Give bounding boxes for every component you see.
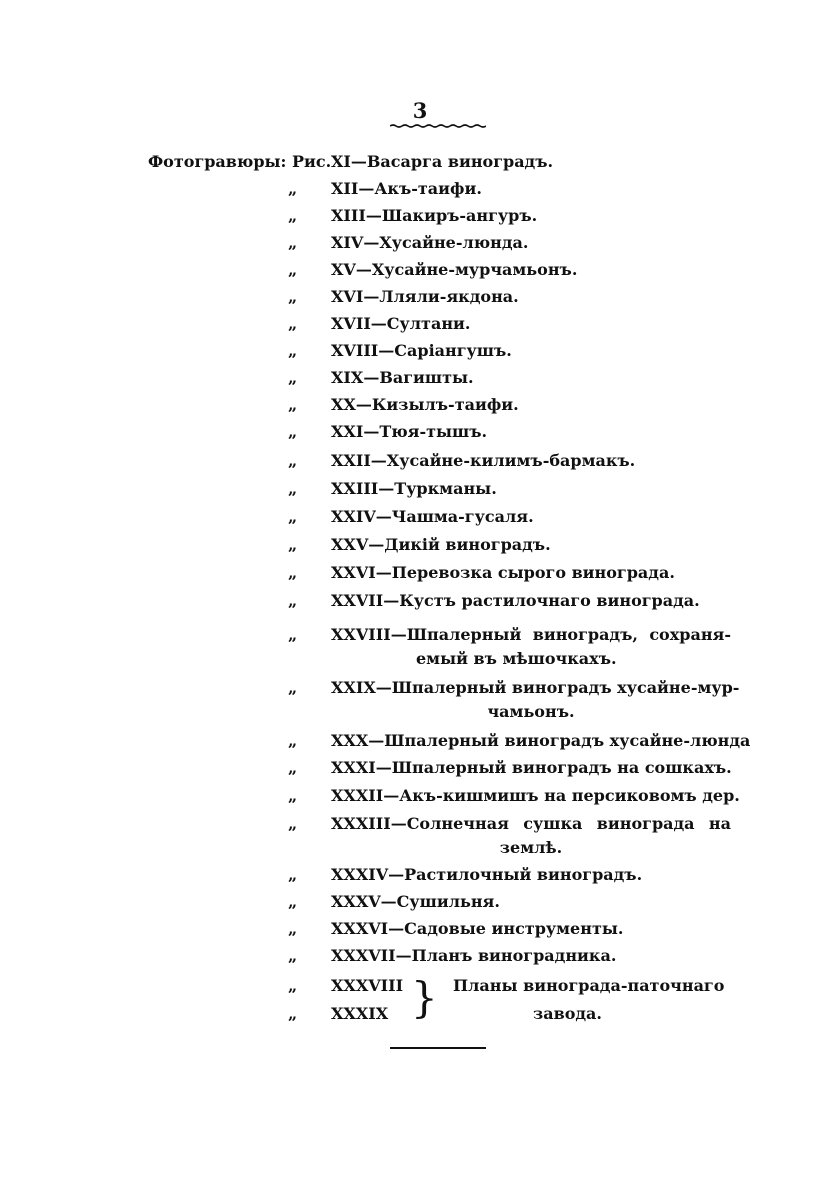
ditto-mark: „	[288, 919, 298, 938]
ditto-mark: „	[288, 625, 298, 644]
ditto-mark: „	[288, 395, 298, 414]
entry-text-continuation: землѣ.	[499, 838, 563, 857]
entry-text: XXIV—Чашма-гусаля.	[331, 507, 534, 526]
entry-text: XXV—Дикiй виноградъ.	[331, 535, 551, 554]
list-item	[288, 678, 738, 728]
grouped-list-item	[288, 972, 738, 1032]
entry-text: XVIII—Сарiангушъ.	[331, 341, 512, 360]
ditto-mark: „	[288, 786, 298, 805]
entry-text: XXXII—Акъ-кишмишъ на персиковомъ дер.	[331, 786, 740, 805]
ditto-mark: „	[288, 814, 298, 833]
ditto-mark: „	[288, 892, 298, 911]
ditto-mark: „	[288, 368, 298, 387]
right-brace: }	[411, 973, 438, 1022]
group-caption-continuation: завода.	[533, 1004, 602, 1023]
entry-text-continuation: чамьонъ.	[487, 702, 575, 721]
page-number: 3	[412, 98, 428, 123]
entry-text: XVII—Султани.	[331, 314, 471, 333]
entry-text: XXI—Тюя-тышъ.	[331, 422, 488, 441]
entry-text: XXX—Шпалерный виноградъ хусайне-люнда	[331, 731, 751, 750]
entry-text: XXXVIII	[331, 976, 404, 995]
ditto-mark: „	[288, 946, 298, 965]
entry-text: XXXI—Шпалерный виноградъ на сошкахъ.	[331, 758, 732, 777]
ditto-mark: „	[288, 563, 298, 582]
entry-text: XI—Васарга виноградъ.	[331, 152, 554, 171]
group-caption: Планы винограда-паточнаго	[453, 976, 725, 995]
ditto-mark: „	[288, 758, 298, 777]
entry-text: XXVI—Перевозка сырого винограда.	[331, 563, 675, 582]
entry-text: XXXVII—Планъ виноградника.	[331, 946, 617, 965]
ditto-mark: „	[288, 731, 298, 750]
ditto-mark: „	[288, 206, 298, 225]
list-item	[288, 814, 738, 864]
ditto-mark: „	[288, 287, 298, 306]
page-number-wavy-underline	[390, 124, 486, 128]
ditto-mark: „	[288, 341, 298, 360]
ditto-mark: „	[288, 865, 298, 884]
ditto-mark: „	[288, 678, 298, 697]
entry-text: XXVIII—Шпалерный виноградъ, сохраня-	[331, 625, 731, 644]
list-item	[288, 625, 738, 675]
entry-text: XXXIII—Солнечная сушка винограда на	[331, 814, 731, 833]
entry-text: XXIII—Туркманы.	[331, 479, 497, 498]
entry-text: XXIX—Шпалерный виноградъ хусайне-мур-	[331, 678, 740, 697]
ditto-mark: „	[288, 507, 298, 526]
ditto-mark: „	[288, 179, 298, 198]
entry-text: XIX—Вагишты.	[331, 368, 474, 387]
bottom-rule	[390, 1047, 486, 1049]
entry-text: XII—Акъ-таифи.	[331, 179, 482, 198]
entry-text: XXXV—Сушильня.	[331, 892, 500, 911]
entry-text: XVI—Лляли-якдона.	[331, 287, 519, 306]
ditto-mark: „	[288, 422, 298, 441]
entry-text: XIII—Шакиръ-ангуръ.	[331, 206, 538, 225]
ditto-mark: „	[288, 314, 298, 333]
entry-text: XV—Хусайне-мурчамьонъ.	[331, 260, 578, 279]
ditto-mark: „	[288, 591, 298, 610]
ditto-mark: „	[288, 479, 298, 498]
entry-text: XXXIV—Растилочный виноградъ.	[331, 865, 643, 884]
ditto-mark: „	[288, 233, 298, 252]
entry-text: XXXIX	[331, 1004, 389, 1023]
entry-text: XXII—Хусайне-килимъ-бармакъ.	[331, 451, 636, 470]
entry-text: XXXVI—Садовые инструменты.	[331, 919, 624, 938]
ditto-mark: „	[288, 451, 298, 470]
entry-text: XIV—Хусайне-люнда.	[331, 233, 529, 252]
ditto-mark: „	[288, 1004, 298, 1023]
entry-text: XX—Кизылъ-таифи.	[331, 395, 519, 414]
photogravures-label: Фотогравюры: Рис.	[148, 152, 332, 171]
ditto-mark: „	[288, 260, 298, 279]
ditto-mark: „	[288, 535, 298, 554]
entry-text: XXVII—Кустъ растилочнаго винограда.	[331, 591, 700, 610]
ditto-mark: „	[288, 976, 298, 995]
entry-text-continuation: емый въ мѣшочкахъ.	[416, 649, 617, 668]
